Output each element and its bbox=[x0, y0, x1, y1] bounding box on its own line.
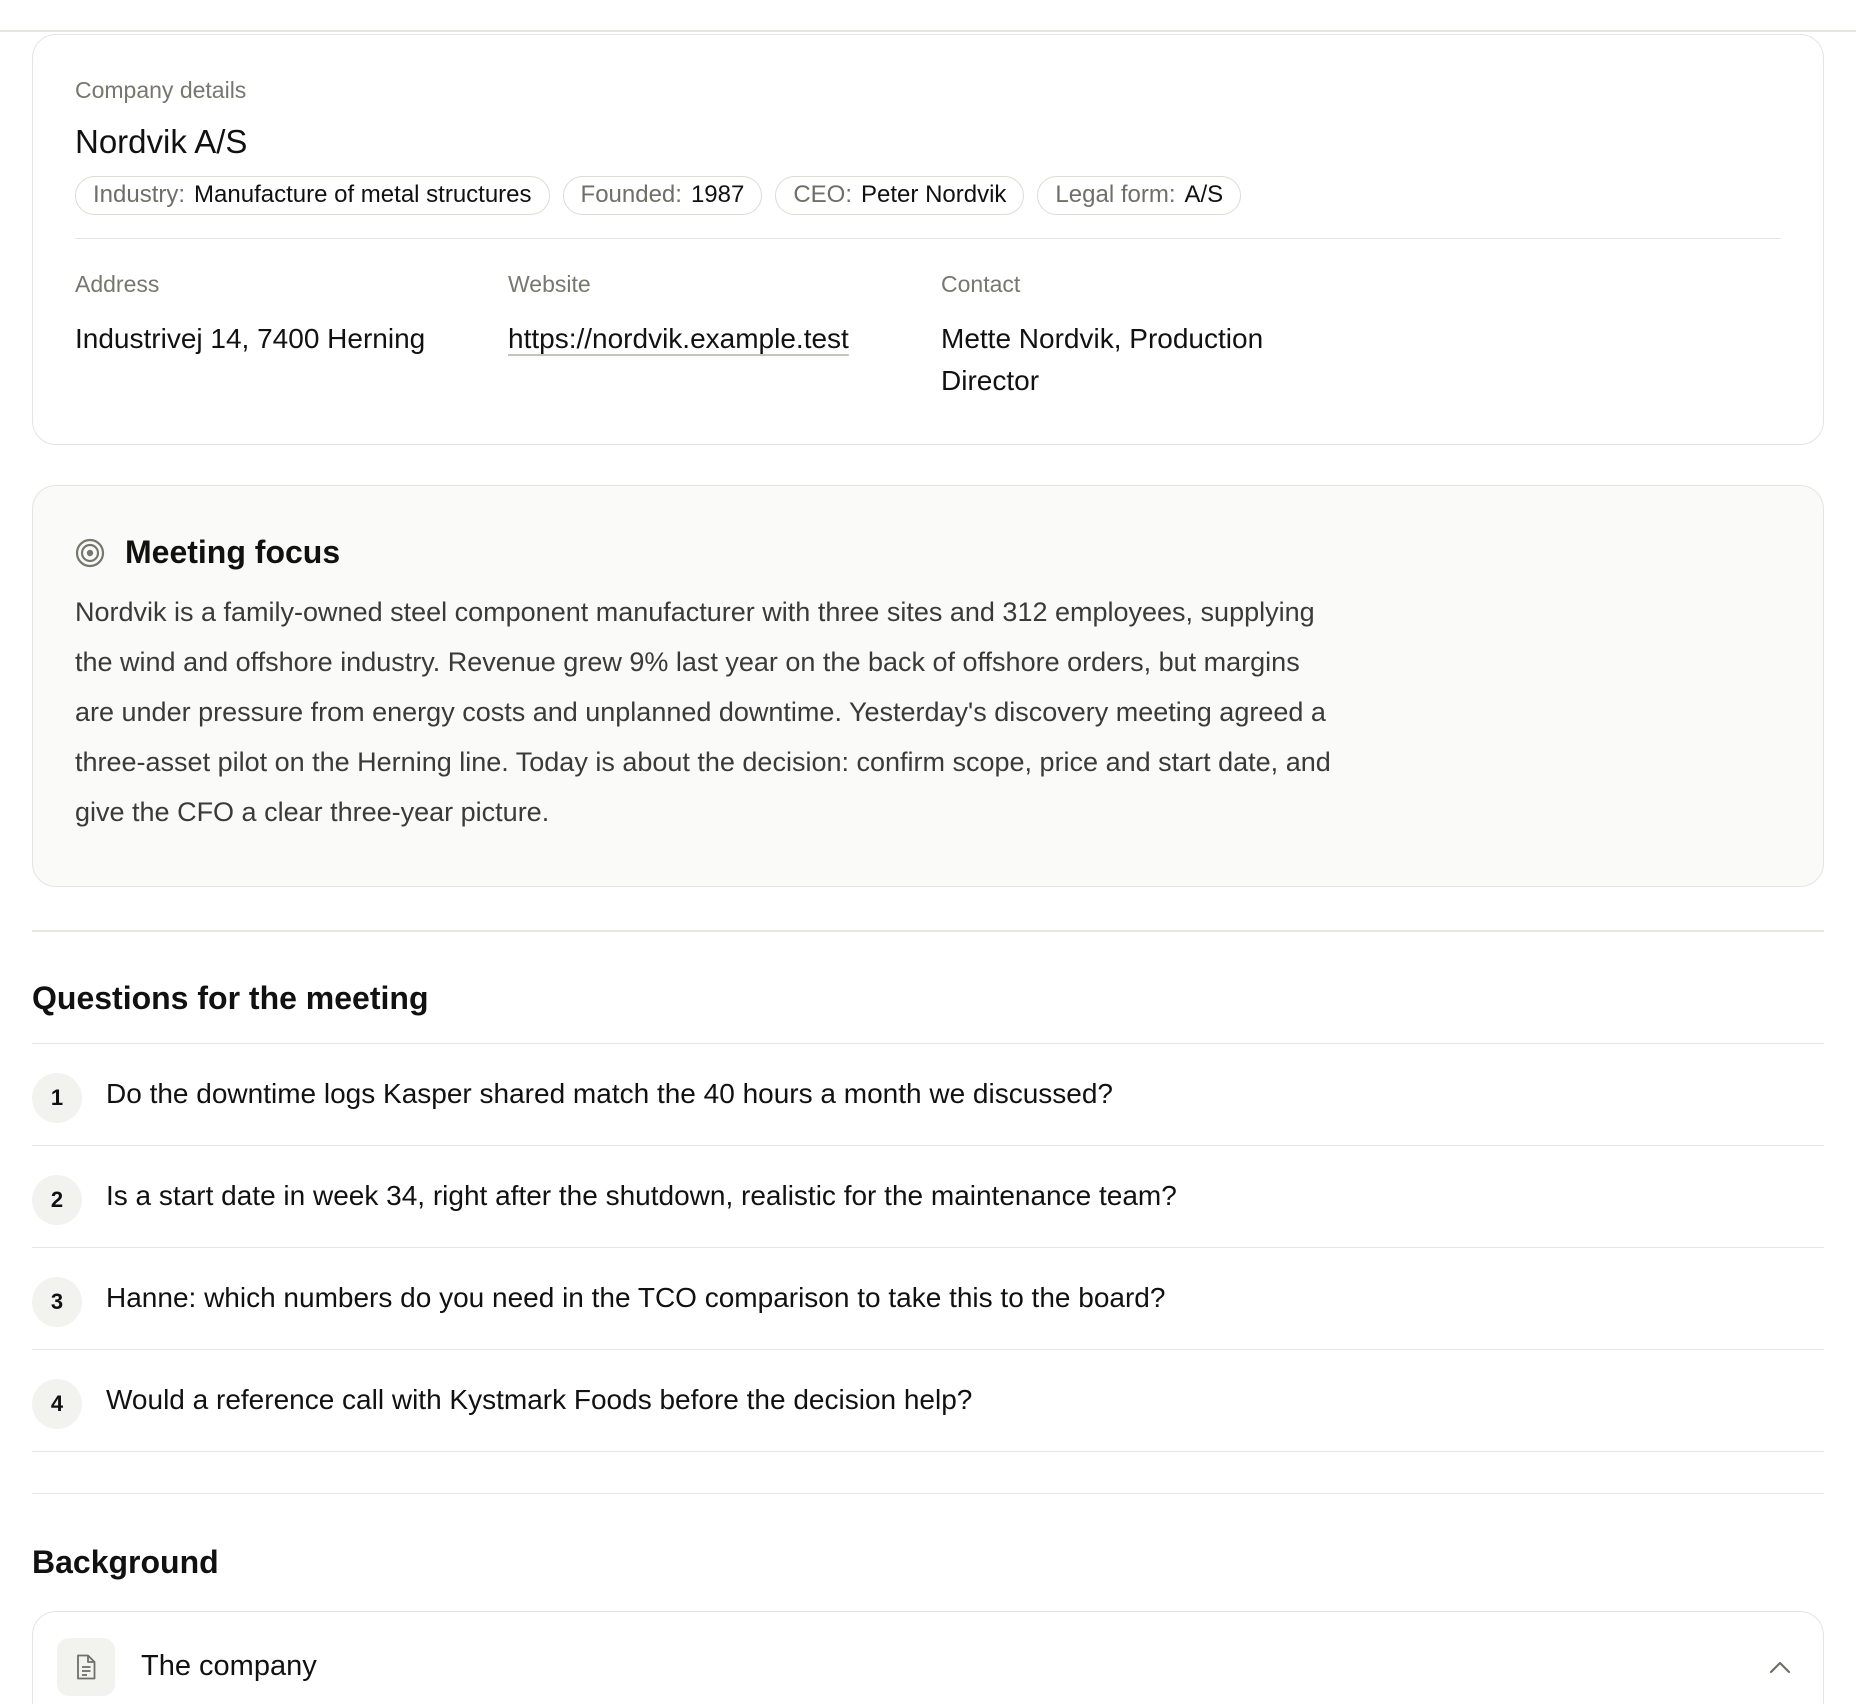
target-icon bbox=[75, 538, 105, 568]
page-content bbox=[32, 34, 1824, 1704]
chip-value: 1987 bbox=[690, 181, 745, 209]
chevron-up-icon[interactable] bbox=[1765, 1652, 1795, 1682]
question-text: Hanne: which numbers do you need in the TCO comparison to take this to the board? bbox=[106, 1282, 1166, 1313]
company-details-grid bbox=[75, 271, 1781, 402]
company-details-card bbox=[32, 34, 1824, 445]
chip-key: Industry: bbox=[93, 181, 186, 209]
chip-key: Founded: bbox=[580, 181, 682, 209]
question-item bbox=[32, 1350, 1824, 1452]
question-text: Do the downtime logs Kasper shared match the 40 hours a month we discussed? bbox=[106, 1078, 1114, 1109]
accordion-title: The company bbox=[141, 1650, 317, 1682]
address-block bbox=[75, 271, 508, 402]
question-text: Would a reference call with Kystmark Foods before the decision help? bbox=[106, 1384, 973, 1415]
question-item bbox=[32, 1044, 1824, 1146]
website-label: Website bbox=[508, 271, 591, 298]
meeting-focus-card bbox=[32, 485, 1824, 887]
background-title: Background bbox=[32, 1544, 219, 1580]
questions-list bbox=[32, 1043, 1824, 1452]
chip-ceo bbox=[775, 176, 1024, 215]
address-value: Industrivej 14, 7400 Herning bbox=[75, 323, 426, 355]
meeting-focus-text: Nordvik is a family-owned steel component manufacturer with three sites and 312 employees, supplying the wind and offshore industry. Revenue grew 9% last year on the back of offshore orders, but margins are under pressure from energy costs and unplanned downtime. Yesterday's discovery meeting agreed a three-asset pilot on the Herning line. Today is about the decision: confirm scope, price and start date, and give the CFO a clear three-year picture. bbox=[75, 597, 1331, 827]
document-icon bbox=[57, 1638, 115, 1696]
address-label: Address bbox=[75, 271, 160, 298]
divider bbox=[75, 238, 1781, 240]
meeting-focus-header bbox=[75, 534, 1781, 571]
question-number: 1 bbox=[32, 1073, 82, 1123]
chip-founded bbox=[563, 176, 763, 215]
question-number: 4 bbox=[32, 1379, 82, 1429]
question-item bbox=[32, 1248, 1824, 1350]
chip-value: Manufacture of metal structures bbox=[194, 181, 532, 209]
questions-title: Questions for the meeting bbox=[32, 979, 429, 1016]
contact-block bbox=[941, 271, 1374, 402]
company-name: Nordvik A/S bbox=[75, 123, 248, 160]
chip-value: A/S bbox=[1184, 181, 1224, 209]
background-accordion-item[interactable] bbox=[32, 1611, 1824, 1704]
chip-value: Peter Nordvik bbox=[861, 181, 1007, 209]
contact-value: Mette Nordvik, Production Director bbox=[941, 323, 1264, 397]
website-block bbox=[508, 271, 941, 402]
question-number: 3 bbox=[32, 1277, 82, 1327]
chip-legal-form bbox=[1037, 176, 1241, 215]
question-text: Is a start date in week 34, right after the shutdown, realistic for the maintenance team? bbox=[106, 1180, 1177, 1211]
chip-key: CEO: bbox=[793, 181, 853, 209]
contact-label: Contact bbox=[941, 271, 1021, 298]
website-link[interactable]: https://nordvik.example.test bbox=[508, 323, 849, 355]
section-eyebrow: Company details bbox=[75, 77, 247, 103]
company-chips bbox=[75, 176, 1781, 215]
top-bar bbox=[0, 0, 1856, 32]
section-divider bbox=[32, 930, 1824, 932]
question-number: 2 bbox=[32, 1175, 82, 1225]
chip-industry bbox=[75, 176, 550, 215]
question-item bbox=[32, 1146, 1824, 1248]
chip-key: Legal form: bbox=[1055, 181, 1176, 209]
section-divider bbox=[32, 1493, 1824, 1495]
meeting-focus-title: Meeting focus bbox=[125, 534, 341, 570]
